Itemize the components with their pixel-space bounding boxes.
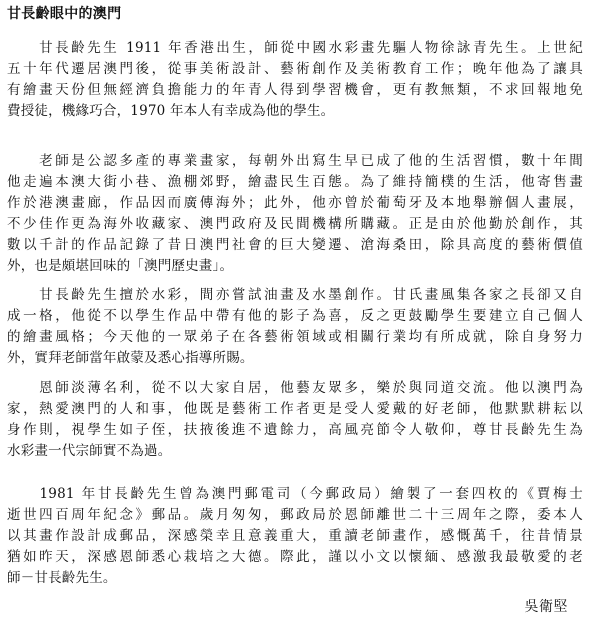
paragraph-2-line: 老師是公認多產的專業畫家，每朝外出寫生早已成了他的生活習慣，數十年間 [7,153,583,169]
paragraph-5-line: 師－甘長齡先生。 [7,570,117,586]
paragraph-5-line: 1981 年甘長齡先生曾為澳門郵電司（今郵政局）繪製了一套四枚的《賈梅士 [7,486,583,502]
paragraph-4 [7,378,583,462]
paragraph-2-line: 數以千計的作品記錄了昔日澳門社會的巨大變遷、滄海桑田，除具高度的藝術價值 [7,237,583,253]
paragraph-5 [7,484,583,589]
paragraph-3 [7,285,583,369]
paragraph-2-line: 外，也是頗堪回味的「澳門歷史畫」。 [7,258,234,274]
paragraph-4-line: 身作則，視學生如子侄，扶掖後進不遺餘力，高風亮節令人敬仰，尊甘長齡先生為 [7,422,583,438]
paragraph-1 [7,38,583,122]
paragraph-2-line: 他走遍本澳大街小巷、漁棚郊野，繪盡民生百態。為了維持簡樸的生活，他寄售畫 [7,174,583,190]
paragraph-2-line: 作於港澳畫廊，作品因而廣傳海外；此外，他亦曾於葡萄牙及本地舉辦個人畫展， [7,195,583,211]
paragraph-1-line: 甘長齡先生 1911 年香港出生，師從中國水彩畫先驅人物徐詠青先生。上世紀 [7,40,583,56]
article-title: 甘長齡眼中的澳門 [7,6,122,22]
paragraph-3-line: 甘長齡先生擅於水彩，間亦嘗試油畫及水墨創作。甘氏畫風集各家之長卻又自 [7,287,583,303]
paragraph-2 [7,151,583,277]
paragraph-4-line: 家，熱愛澳門的人和事，他既是藝術工作者更是受人愛戴的好老師，他默默耕耘以 [7,401,583,417]
paragraph-5-line: 以其畫作設計成郵品，深感榮幸且意義重大，重讀老師畫作，感慨萬千，往昔情景 [7,528,583,544]
paragraph-5-line: 猶如昨天，深感恩師悉心栽培之大德。際此，謹以小文以懷緬、感激我最敬愛的老 [7,549,583,565]
paragraph-3-line: 的繪畫風格；今天他的一眾弟子在各藝術領域或相關行業均有所成就，除自身努力 [7,329,583,345]
paragraph-1-line: 有繪畫天份但無經濟負擔能力的年青人得到學習機會，更有教無類，不求回報地免 [7,82,583,98]
paragraph-1-line: 費授徒，機緣巧合，1970 年本人有幸成為他的學生。 [7,103,335,119]
paragraph-5-line: 逝世四百周年紀念》郵品。歲月匆匆，郵政局於恩師離世二十三周年之際，委本人 [7,507,583,523]
paragraph-3-line: 成一格，他從不以學生作品中帶有他的影子為喜，反之更鼓勵學生要建立自己個人 [7,308,583,324]
paragraph-2-line: 不少佳作更為海外收藏家、澳門政府及民間機構所購藏。正是由於他勤於創作，其 [7,216,583,232]
paragraph-3-line: 外，實拜老師當年啟蒙及悉心指導所賜。 [7,350,254,366]
paragraph-4-line: 恩師淡薄名利，從不以大家自居，他藝友眾多，樂於與同道交流。他以澳門為 [7,380,583,396]
paragraph-1-line: 五十年代遷居澳門後，從事美術設計、藝術創作及美術教育工作；晚年他為了讓具 [7,61,583,77]
paragraph-4-line: 水彩畫一代宗師實不為過。 [7,443,172,459]
author-signature: 吳衛堅 [524,599,568,615]
